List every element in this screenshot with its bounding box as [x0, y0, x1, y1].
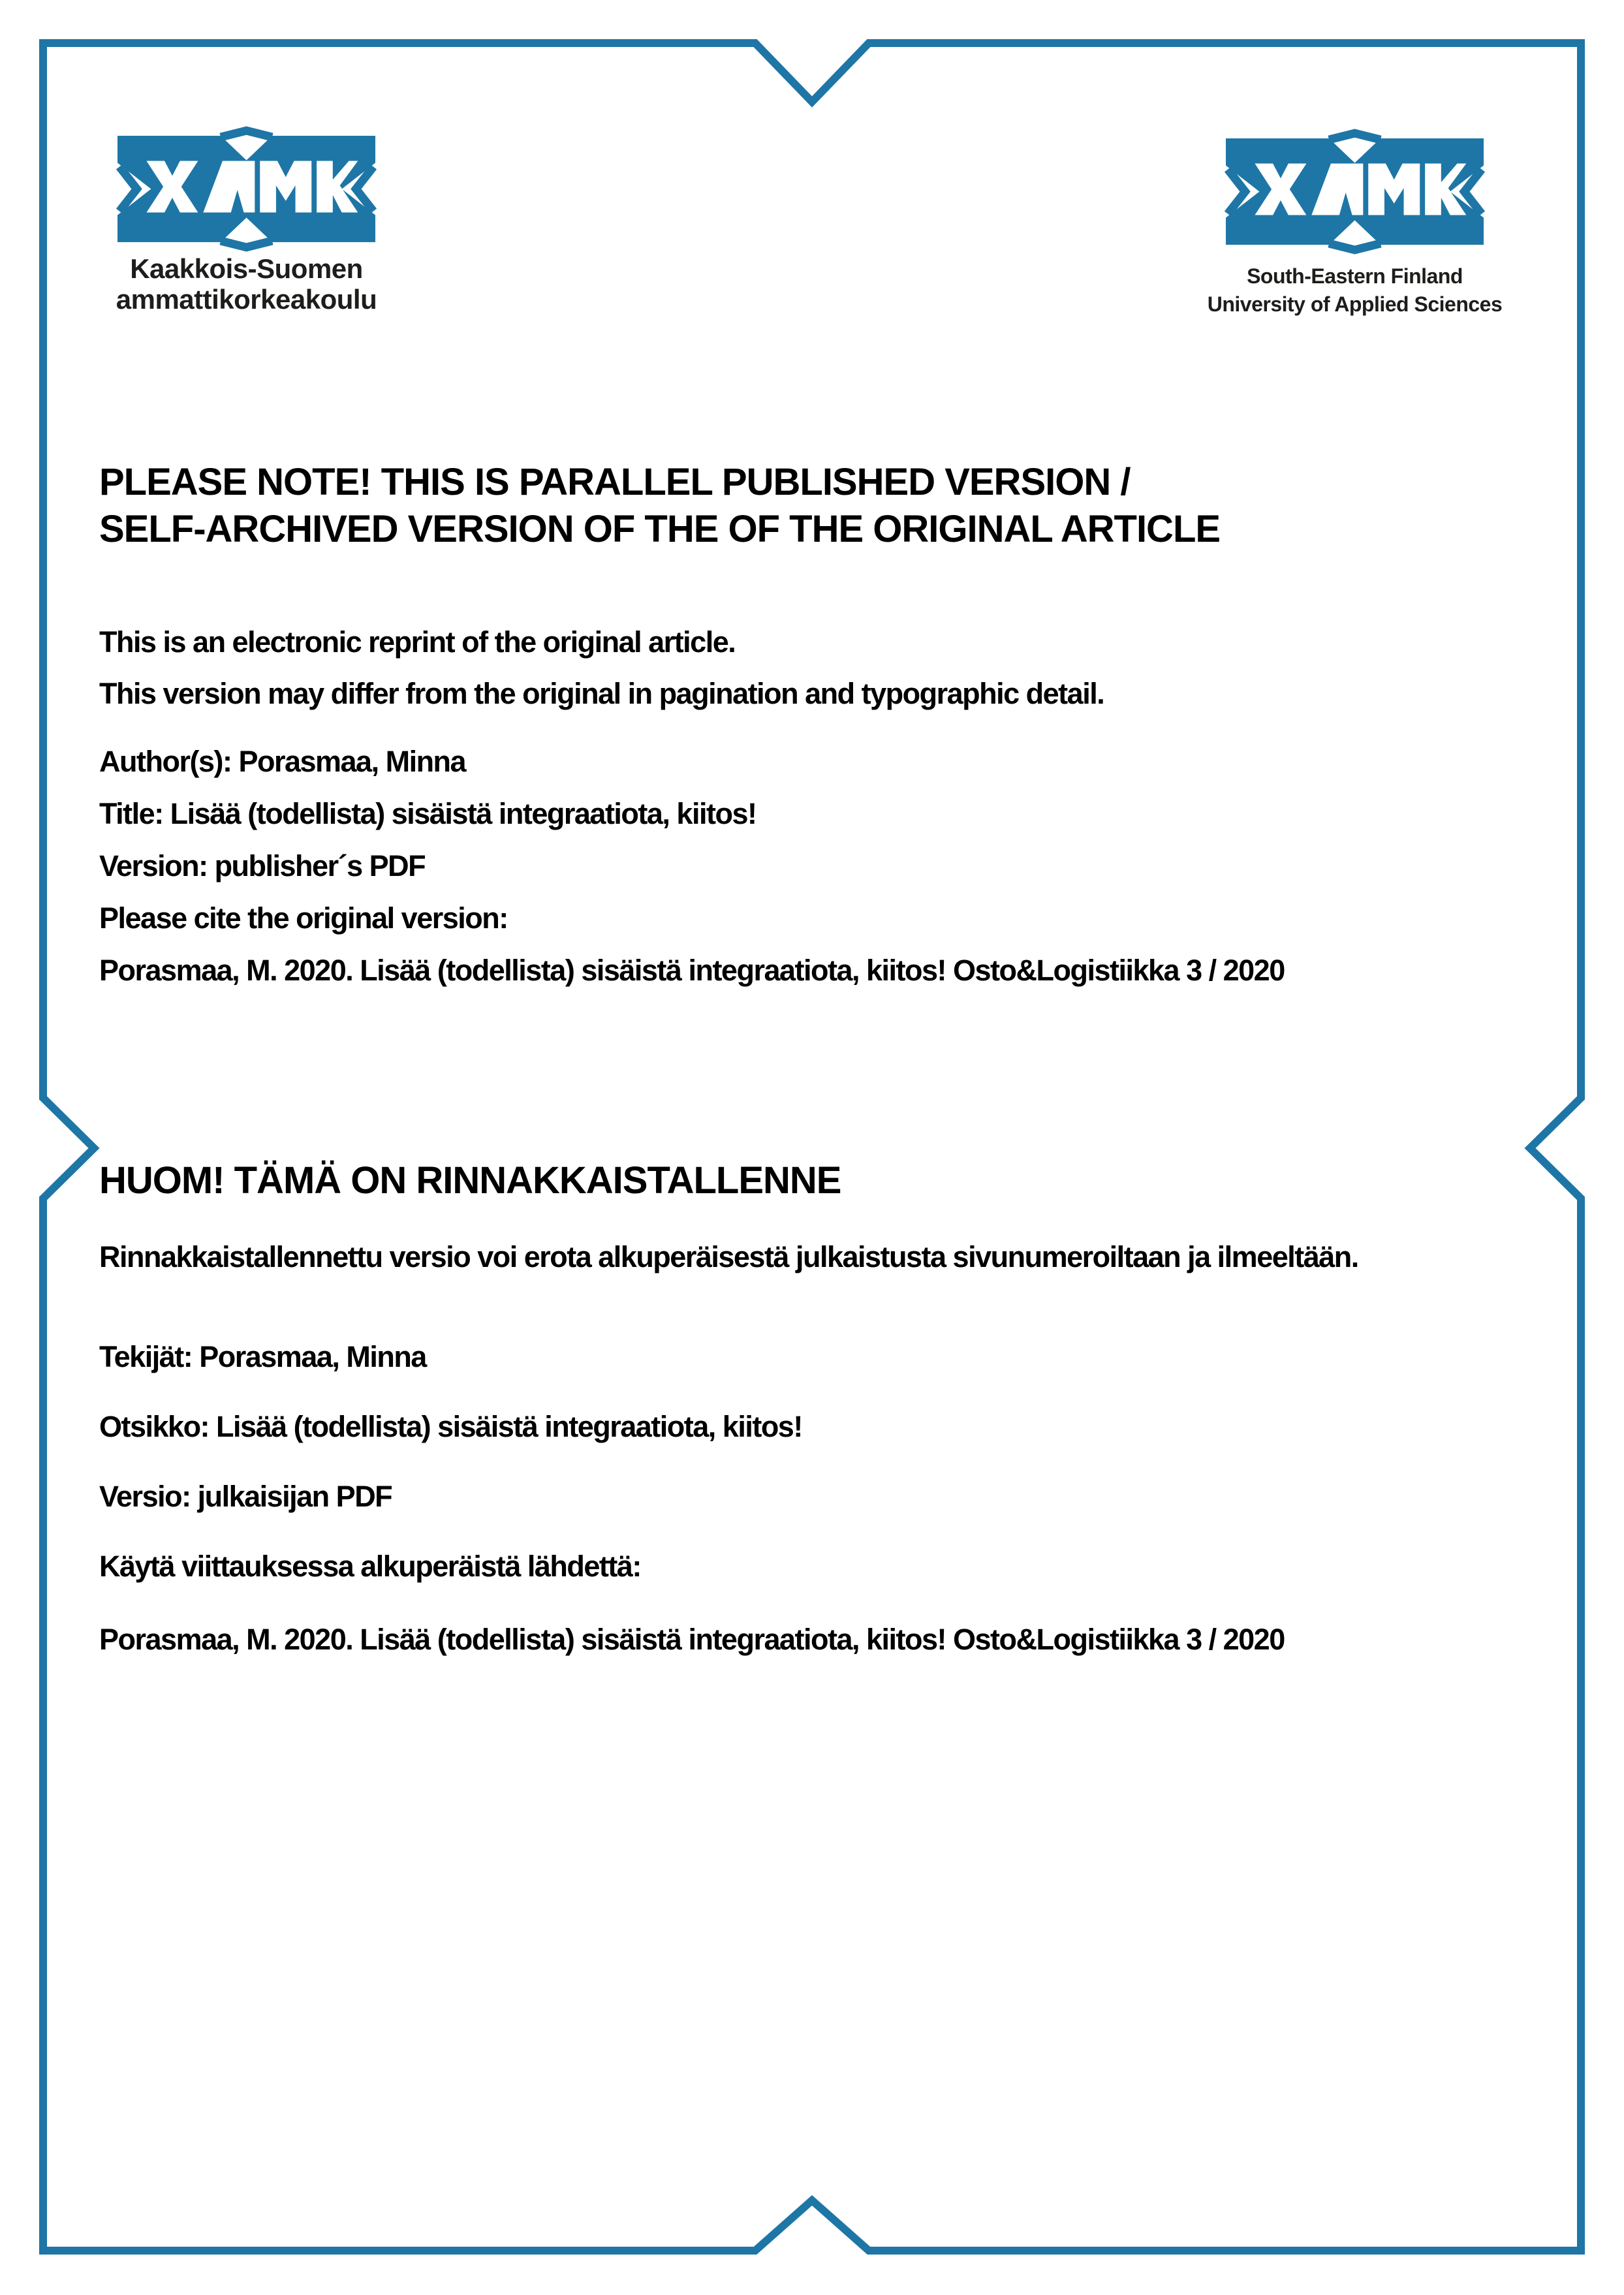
- tekijat-line: Tekijät: Porasmaa, Minna: [99, 1340, 426, 1373]
- english-heading: [99, 459, 1220, 553]
- version-line: Version: publisher´s PDF: [99, 849, 426, 882]
- xamk-logo-right: [1226, 138, 1484, 245]
- xamk-mark-letters: [1255, 164, 1466, 215]
- title-line: Title: Lisää (todellista) sisäistä integraatiota, kiitos!: [99, 797, 757, 830]
- logo-caption-line: University of Applied Sciences: [1207, 292, 1503, 316]
- author-line: Author(s): Porasmaa, Minna: [99, 745, 466, 778]
- english-heading-line1: PLEASE NOTE! THIS IS PARALLEL PUBLISHED VERSION /: [99, 461, 1131, 503]
- kayta-line: Käytä viittauksessa alkuperäistä lähdettä:: [99, 1550, 641, 1583]
- reprint-note-line1: This is an electronic reprint of the original article.: [99, 625, 736, 659]
- finnish-heading: HUOM! TÄMÄ ON RINNAKKAISTALLENNE: [99, 1159, 841, 1202]
- english-heading-line2: SELF-ARCHIVED VERSION OF THE OF THE ORIGINAL ARTICLE: [99, 508, 1221, 550]
- finnish-citation-line: Porasmaa, M. 2020. Lisää (todellista) sisäistä integraatiota, kiitos! Osto&Logistiikka 3 / 2020: [99, 1623, 1285, 1656]
- finnish-note-line: Rinnakkaistallennettu versio voi erota alkuperäisestä julkaistusta sivunumeroiltaan ja ilmeeltään.: [99, 1240, 1358, 1273]
- otsikko-line: Otsikko: Lisää (todellista) sisäistä integraatiota, kiitos!: [99, 1410, 802, 1443]
- xamk-mark-letters: [146, 161, 358, 213]
- reprint-note-line2: This version may differ from the original in pagination and typographic detail.: [99, 677, 1104, 710]
- logo-caption-line: Kaakkois-Suomen: [130, 253, 363, 284]
- xamk-logo-shape: [1226, 133, 1484, 250]
- logo-caption-right: [1175, 262, 1535, 319]
- logo-caption-line: South-Eastern Finland: [1247, 264, 1463, 288]
- logo-caption-line: ammattikorkeakoulu: [116, 284, 377, 315]
- xamk-logo-left: [117, 136, 375, 242]
- xamk-logo-shape: [117, 131, 375, 247]
- cite-prompt-line: Please cite the original version:: [99, 901, 508, 935]
- logo-caption-left: [65, 253, 428, 315]
- border-path: [43, 43, 1581, 2251]
- versio-line: Versio: julkaisijan PDF: [99, 1480, 392, 1513]
- citation-line: Porasmaa, M. 2020. Lisää (todellista) sisäistä integraatiota, kiitos! Osto&Logistiikka 3 / 2020: [99, 954, 1285, 987]
